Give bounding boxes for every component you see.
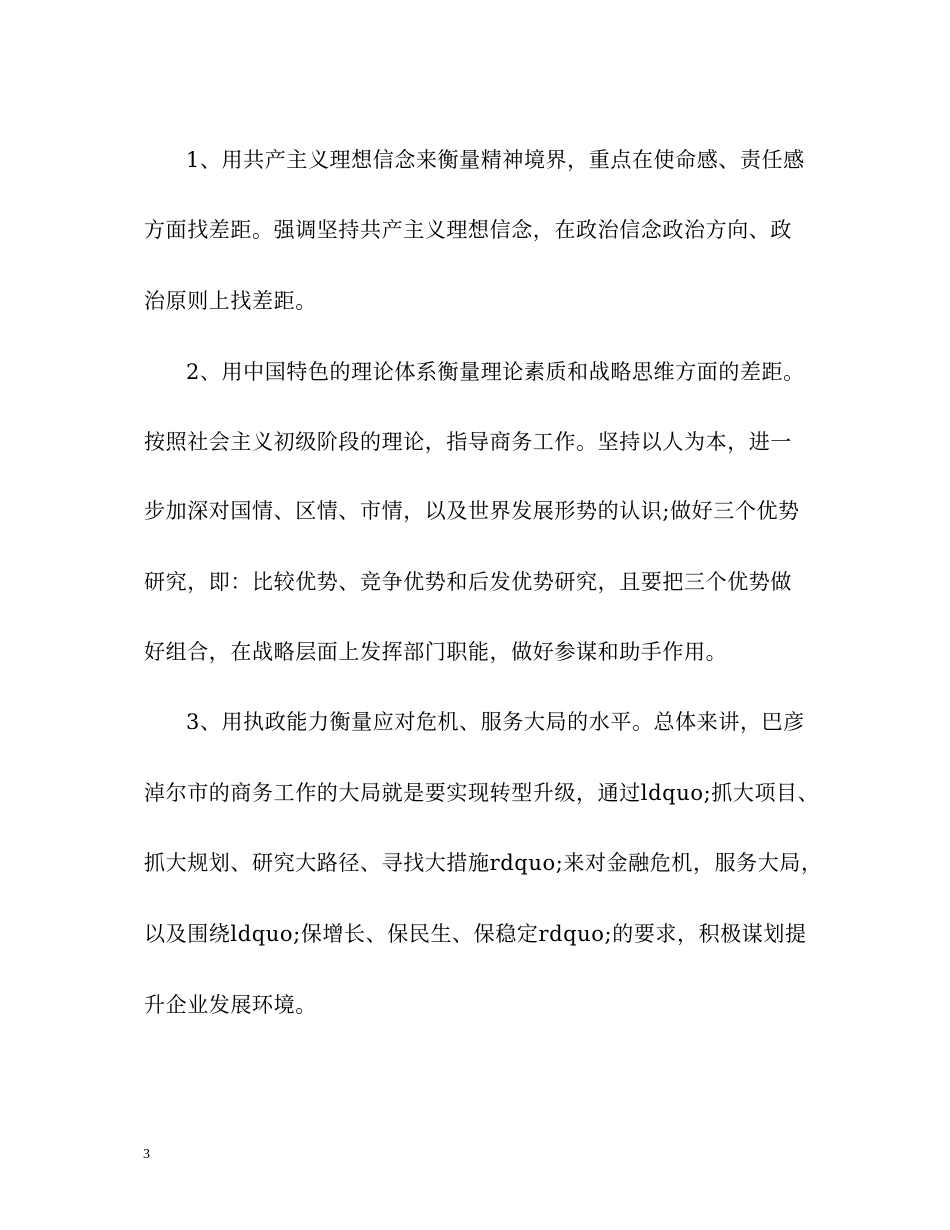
paragraph-2-line-5: 好组合，在战略层面上发挥部门职能，做好参谋和助手作用。 — [144, 640, 728, 664]
paragraph-1-line-3: 治原则上找差距。 — [144, 289, 317, 313]
paragraph-1-line-2: 方面找差距。强调坚持共产主义理想信念，在政治信念政治方向、政 — [144, 218, 792, 242]
paragraph-3-line-1: 3、用执政能力衡量应对危机、服务大局的水平。总体来讲，巴彦 — [186, 710, 805, 734]
paragraph-3-line-2: 淖尔市的商务工作的大局就是要实现转型升级，通过ldquo;抓大项目、 — [144, 781, 820, 805]
paragraph-2-line-2: 按照社会主义初级阶段的理论，指导商务工作。坚持以人为本，进一 — [144, 430, 792, 454]
page-number: 3 — [143, 1147, 150, 1162]
paragraph-2-line-1: 2、用中国特色的理论体系衡量理论素质和战略思维方面的差距。 — [186, 360, 805, 384]
paragraph-3-line-5: 升企业发展环境。 — [144, 993, 317, 1017]
paragraph-3-line-3: 抓大规划、研究大路径、寻找大措施rdquo;来对金融危机，服务大局， — [144, 851, 823, 875]
paragraph-3-line-4: 以及围绕ldquo;保增长、保民生、保稳定rdquo;的要求，积极谋划提 — [144, 922, 807, 946]
paragraph-2-line-4: 研究，即：比较优势、竞争优势和后发优势研究，且要把三个优势做 — [144, 570, 792, 594]
paragraph-1-line-1: 1、用共产主义理想信念来衡量精神境界，重点在使命感、责任感 — [186, 148, 805, 172]
paragraph-2-line-3: 步加深对国情、区情、市情，以及世界发展形势的认识;做好三个优势 — [144, 499, 800, 523]
